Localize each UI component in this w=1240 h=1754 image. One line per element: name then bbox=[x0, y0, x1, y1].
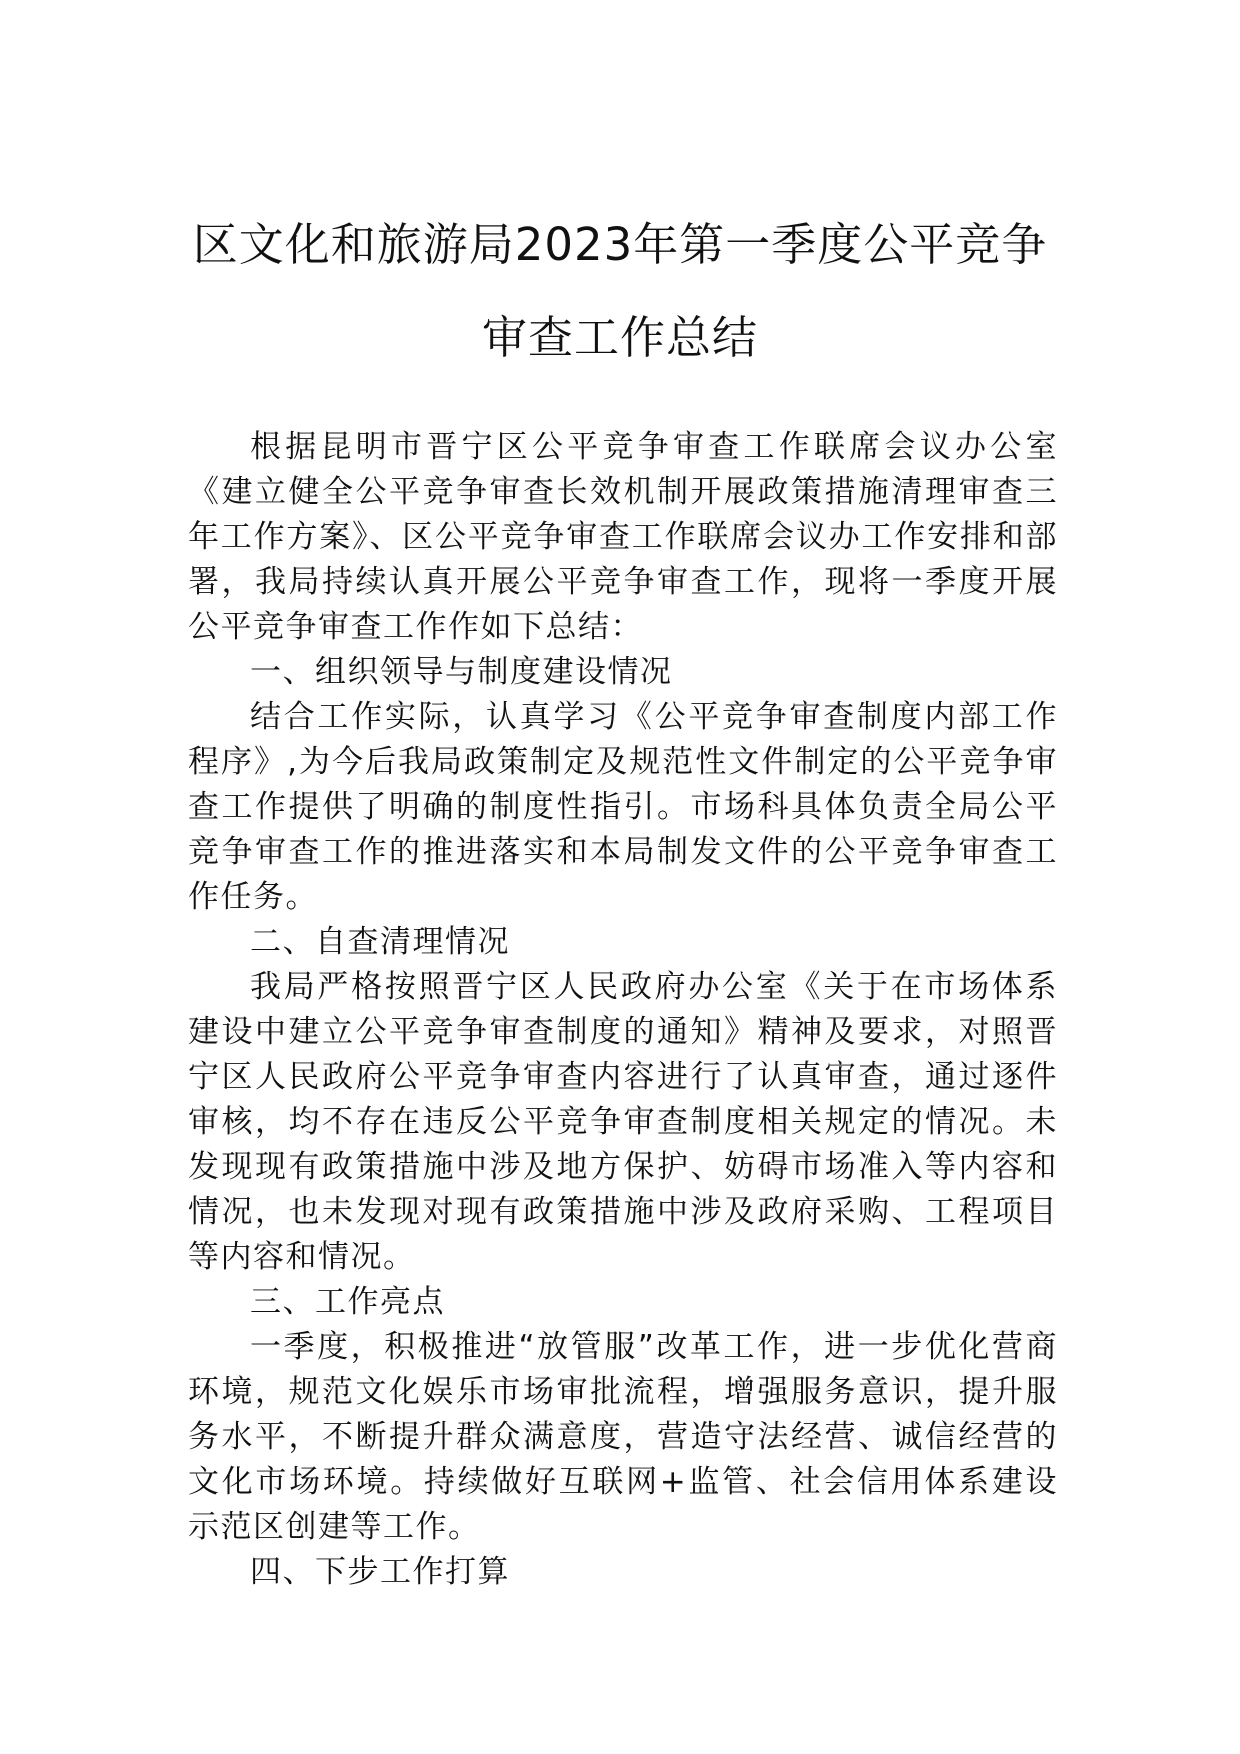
document-title-line-2: 审查工作总结 bbox=[481, 311, 758, 364]
section-heading-organization: 一、组织领导与制度建设情况 bbox=[250, 654, 673, 690]
section-body-highlights: 一季度，积极推进“放管服”改革工作，进一步优化营商环境，规范文化娱乐市场审批流程，增强服务意识，提升服务水平，不断提升群众满意度，营造守法经营、诚信经营的文化市场环境。持续做好互联网+监管、社会信用体系建设示范区创建等工作。 bbox=[188, 1329, 1058, 1545]
intro-paragraph: 根据昆明市晋宁区公平竞争审查工作联席会议办公室《建立健全公平竞争审查长效机制开展政策措施清理审查三年工作方案》、区公平竞争审查工作联席会议办工作安排和部署，我局持续认真开展公平竞争审查工作，现将一季度开展公平竞争审查工作作如下总结： bbox=[188, 429, 1058, 645]
document-body bbox=[188, 425, 1058, 1595]
document-title-line-1: 区文化和旅游局2023年第一季度公平竞争 bbox=[192, 218, 1048, 271]
section-body-organization: 结合工作实际，认真学习《公平竞争审查制度内部工作程序》,为今后我局政策制定及规范性文件制定的公平竞争审查工作提供了明确的制度性指引。市场科具体负责全局公平竞争审查工作的推进落实和本局制发文件的公平竞争审查工作任务。 bbox=[188, 699, 1058, 915]
section-heading-next-steps: 四、下步工作打算 bbox=[250, 1554, 510, 1590]
section-body-self-inspection: 我局严格按照晋宁区人民政府办公室《关于在市场体系建设中建立公平竞争审查制度的通知》精神及要求，对照晋宁区人民政府公平竞争审查内容进行了认真审查，通过逐件审核，均不存在违反公平竞争审查制度相关规定的情况。未发现现有政策措施中涉及地方保护、妨碍市场准入等内容和情况，也未发现对现有政策措施中涉及政府采购、工程项目等内容和情况。 bbox=[188, 969, 1058, 1275]
section-heading-self-inspection: 二、自查清理情况 bbox=[250, 924, 510, 960]
section-heading-highlights: 三、工作亮点 bbox=[250, 1284, 445, 1320]
